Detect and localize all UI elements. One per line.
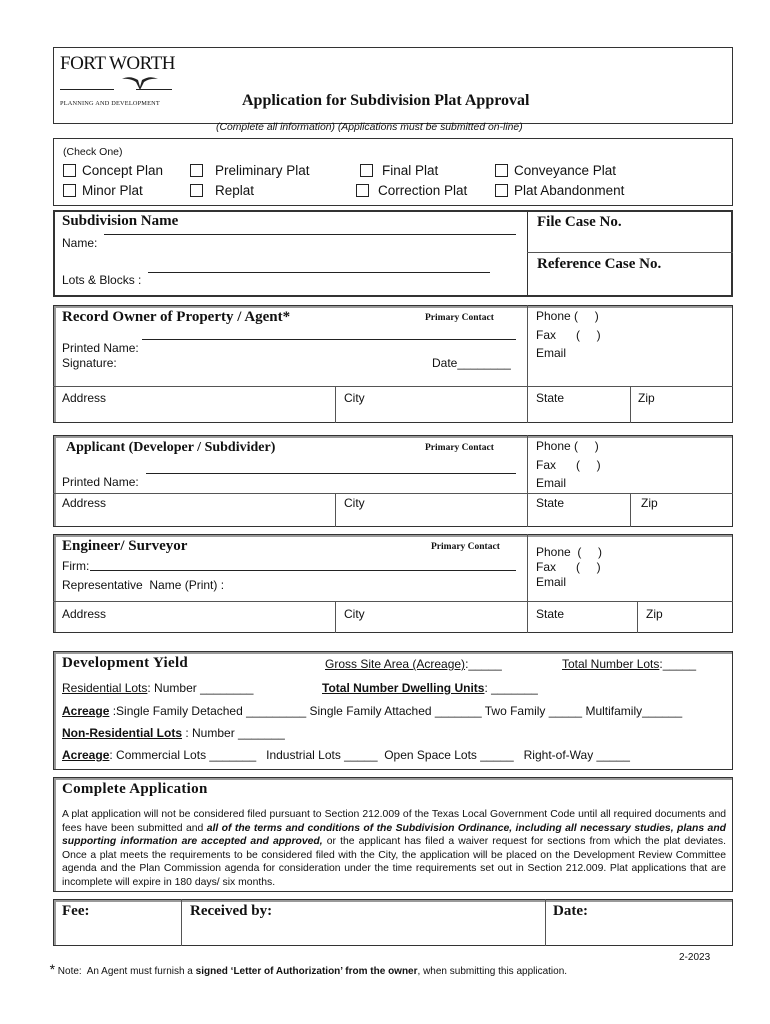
fee-box [53, 899, 733, 946]
non-residential-lots [62, 726, 285, 740]
total-lots-label: Total Number Lots [562, 657, 660, 671]
option-final-plat[interactable] [360, 163, 438, 178]
complete-text-bold: all of the terms and conditions of the Subdivision Ordinance, including all necessary studies, plans and supporting information are accepted and approved, [62, 822, 727, 848]
checkbox[interactable] [190, 164, 203, 177]
engineer-primary-contact[interactable]: Primary Contact [431, 542, 500, 552]
owner-state-label: State [536, 391, 565, 405]
file-case-label: File Case No. [537, 214, 622, 230]
option-correction-plat[interactable] [356, 183, 467, 198]
owner-fax-label: Fax ( ) [536, 328, 601, 342]
name-field[interactable] [104, 234, 516, 235]
complete-text-1: A plat application will not be considered filed pursuant to Section 212.009 of the Texas Local Government Code until all required documents and fees have been submitted and [62, 809, 726, 834]
owner-email-label: Email [536, 346, 567, 360]
option-label: Conveyance Plat [514, 163, 617, 178]
footer-note-text-2: , when submitting this application. [417, 966, 568, 977]
owner-printed-name-label: Printed Name: [62, 341, 139, 355]
applicant-phone-label: Phone ( ) [536, 439, 599, 453]
option-concept-plan[interactable] [63, 163, 163, 178]
footer-note-text: Note: An Agent must furnish a [55, 966, 196, 977]
owner-city-label: City [344, 391, 365, 405]
footer-version: 2-2023 [679, 952, 711, 963]
acreage2-label: Acreage [62, 748, 110, 762]
total-number-lots [562, 657, 696, 671]
option-preliminary-plat[interactable] [190, 163, 310, 178]
checkbox[interactable] [495, 164, 508, 177]
option-label: Minor Plat [82, 183, 143, 198]
page-subtitle: (Complete all information) (Applications must be submitted on-line) [216, 122, 523, 133]
footer-note-bold: signed ‘Letter of Authorization’ from the owner [195, 966, 418, 977]
engineer-firm-label: Firm: [62, 559, 90, 573]
engineer-phone-label: Phone ( ) [536, 545, 603, 559]
lots-blocks-field[interactable] [148, 272, 490, 273]
complete-paragraph [62, 808, 726, 890]
applicant-title: Applicant (Developer / Subdivider) [66, 440, 276, 455]
residential-lots [62, 681, 253, 695]
engineer-state-label: State [536, 607, 565, 621]
complete-title: Complete Application [62, 781, 208, 797]
option-minor-plat[interactable] [63, 183, 143, 198]
checkbox[interactable] [63, 164, 76, 177]
option-label: Concept Plan [82, 163, 164, 178]
footer-note [44, 950, 567, 977]
acreage-residential [62, 704, 682, 718]
applicant-state-label: State [536, 496, 565, 510]
non-residential-label: Non-Residential Lots [62, 726, 183, 740]
yield-title: Development Yield [62, 655, 189, 671]
subdivision-title: Subdivision Name [62, 213, 179, 229]
option-label: Plat Abandonment [514, 183, 625, 198]
engineer-title: Engineer/ Surveyor [62, 538, 188, 554]
option-replat[interactable] [190, 183, 254, 198]
footer-star: * [49, 961, 56, 977]
acreage-label: Acreage [62, 704, 110, 718]
name-label: Name: [62, 236, 98, 250]
applicant-fax-label: Fax ( ) [536, 458, 601, 472]
gross-site-area [325, 657, 502, 671]
engineer-fax-label: Fax ( ) [536, 560, 601, 574]
logo-text: FORT WORTH [60, 53, 176, 74]
applicant-email-label: Email [536, 476, 567, 490]
owner-title: Record Owner of Property / Agent* [62, 309, 291, 325]
applicant-primary-contact[interactable]: Primary Contact [425, 443, 494, 453]
reference-case-label: Reference Case No. [537, 256, 662, 272]
owner-zip-label: Zip [638, 391, 655, 405]
option-label: Final Plat [382, 163, 439, 178]
engineer-email-label: Email [536, 575, 567, 589]
gross-site-area-blank[interactable]: :_____ [465, 657, 502, 671]
option-conveyance-plat[interactable] [495, 163, 616, 178]
engineer-rep-label: Representative Name (Print) : [62, 578, 225, 592]
acreage-non-residential-blanks[interactable]: : Commercial Lots _______ Industrial Lots _____ Open Space Lots _____ Right-of-Way _____ [109, 748, 630, 762]
complete-text-2: or the applicant has filed a waiver request for sections from which the plat deviates. Once a plat meets the requirements to be considered filed with the City, the application will be placed on the Development Review Committee agenda and the Plan Commission agenda for consideration under the time requirements set out in Section 212.009. Plat applications that are incomplete will expire in 180 days/ six months. [62, 836, 727, 888]
date-label: Date: [553, 903, 588, 919]
check-one-label: (Check One) [63, 146, 123, 158]
checkbox[interactable] [360, 164, 373, 177]
option-label: Correction Plat [378, 183, 468, 198]
checkbox[interactable] [495, 184, 508, 197]
engineer-address-label: Address [62, 607, 107, 621]
owner-printed-name-field[interactable] [142, 339, 516, 340]
checkbox[interactable] [356, 184, 369, 197]
lots-blocks-label: Lots & Blocks : [62, 273, 142, 287]
option-plat-abandonment[interactable] [495, 183, 624, 198]
owner-signature-label: Signature: [62, 356, 117, 370]
acreage-non-residential [62, 748, 630, 762]
applicant-printed-name-field[interactable] [146, 473, 516, 474]
dwelling-units [322, 681, 538, 695]
option-label: Preliminary Plat [215, 163, 310, 178]
owner-date-label: Date________ [432, 356, 511, 370]
checkbox[interactable] [63, 184, 76, 197]
applicant-zip-label: Zip [641, 496, 658, 510]
received-by-label: Received by: [190, 903, 273, 919]
logo-sub: PLANNING AND DEVELOPMENT [60, 100, 160, 107]
non-residential-blank[interactable]: : Number _______ [182, 726, 285, 740]
total-lots-blank[interactable]: :_____ [659, 657, 697, 671]
residential-lots-blank[interactable]: : Number ________ [147, 681, 254, 695]
owner-address-label: Address [62, 391, 107, 405]
checkbox[interactable] [190, 184, 203, 197]
dwelling-units-label: Total Number Dwelling Units [322, 681, 485, 695]
owner-primary-contact[interactable]: Primary Contact [425, 313, 494, 323]
applicant-city-label: City [344, 496, 365, 510]
fee-label: Fee: [62, 903, 90, 919]
applicant-address-label: Address [62, 496, 107, 510]
gross-site-area-label: Gross Site Area (Acreage) [325, 657, 466, 671]
applicant-printed-name-label: Printed Name: [62, 475, 139, 489]
owner-phone-label: Phone ( ) [536, 309, 599, 323]
engineer-city-label: City [344, 607, 365, 621]
engineer-firm-field[interactable] [90, 570, 516, 571]
page-title: Application for Subdivision Plat Approval [242, 92, 530, 109]
residential-lots-label: Residential Lots [62, 681, 148, 695]
option-label: Replat [215, 183, 255, 198]
engineer-zip-label: Zip [646, 607, 663, 621]
acreage-residential-blanks[interactable]: :Single Family Detached _________ Single Family Attached _______ Two Family _____ Multifamily______ [109, 704, 683, 718]
dwelling-units-blank[interactable]: : _______ [484, 681, 538, 695]
logo [60, 53, 178, 111]
